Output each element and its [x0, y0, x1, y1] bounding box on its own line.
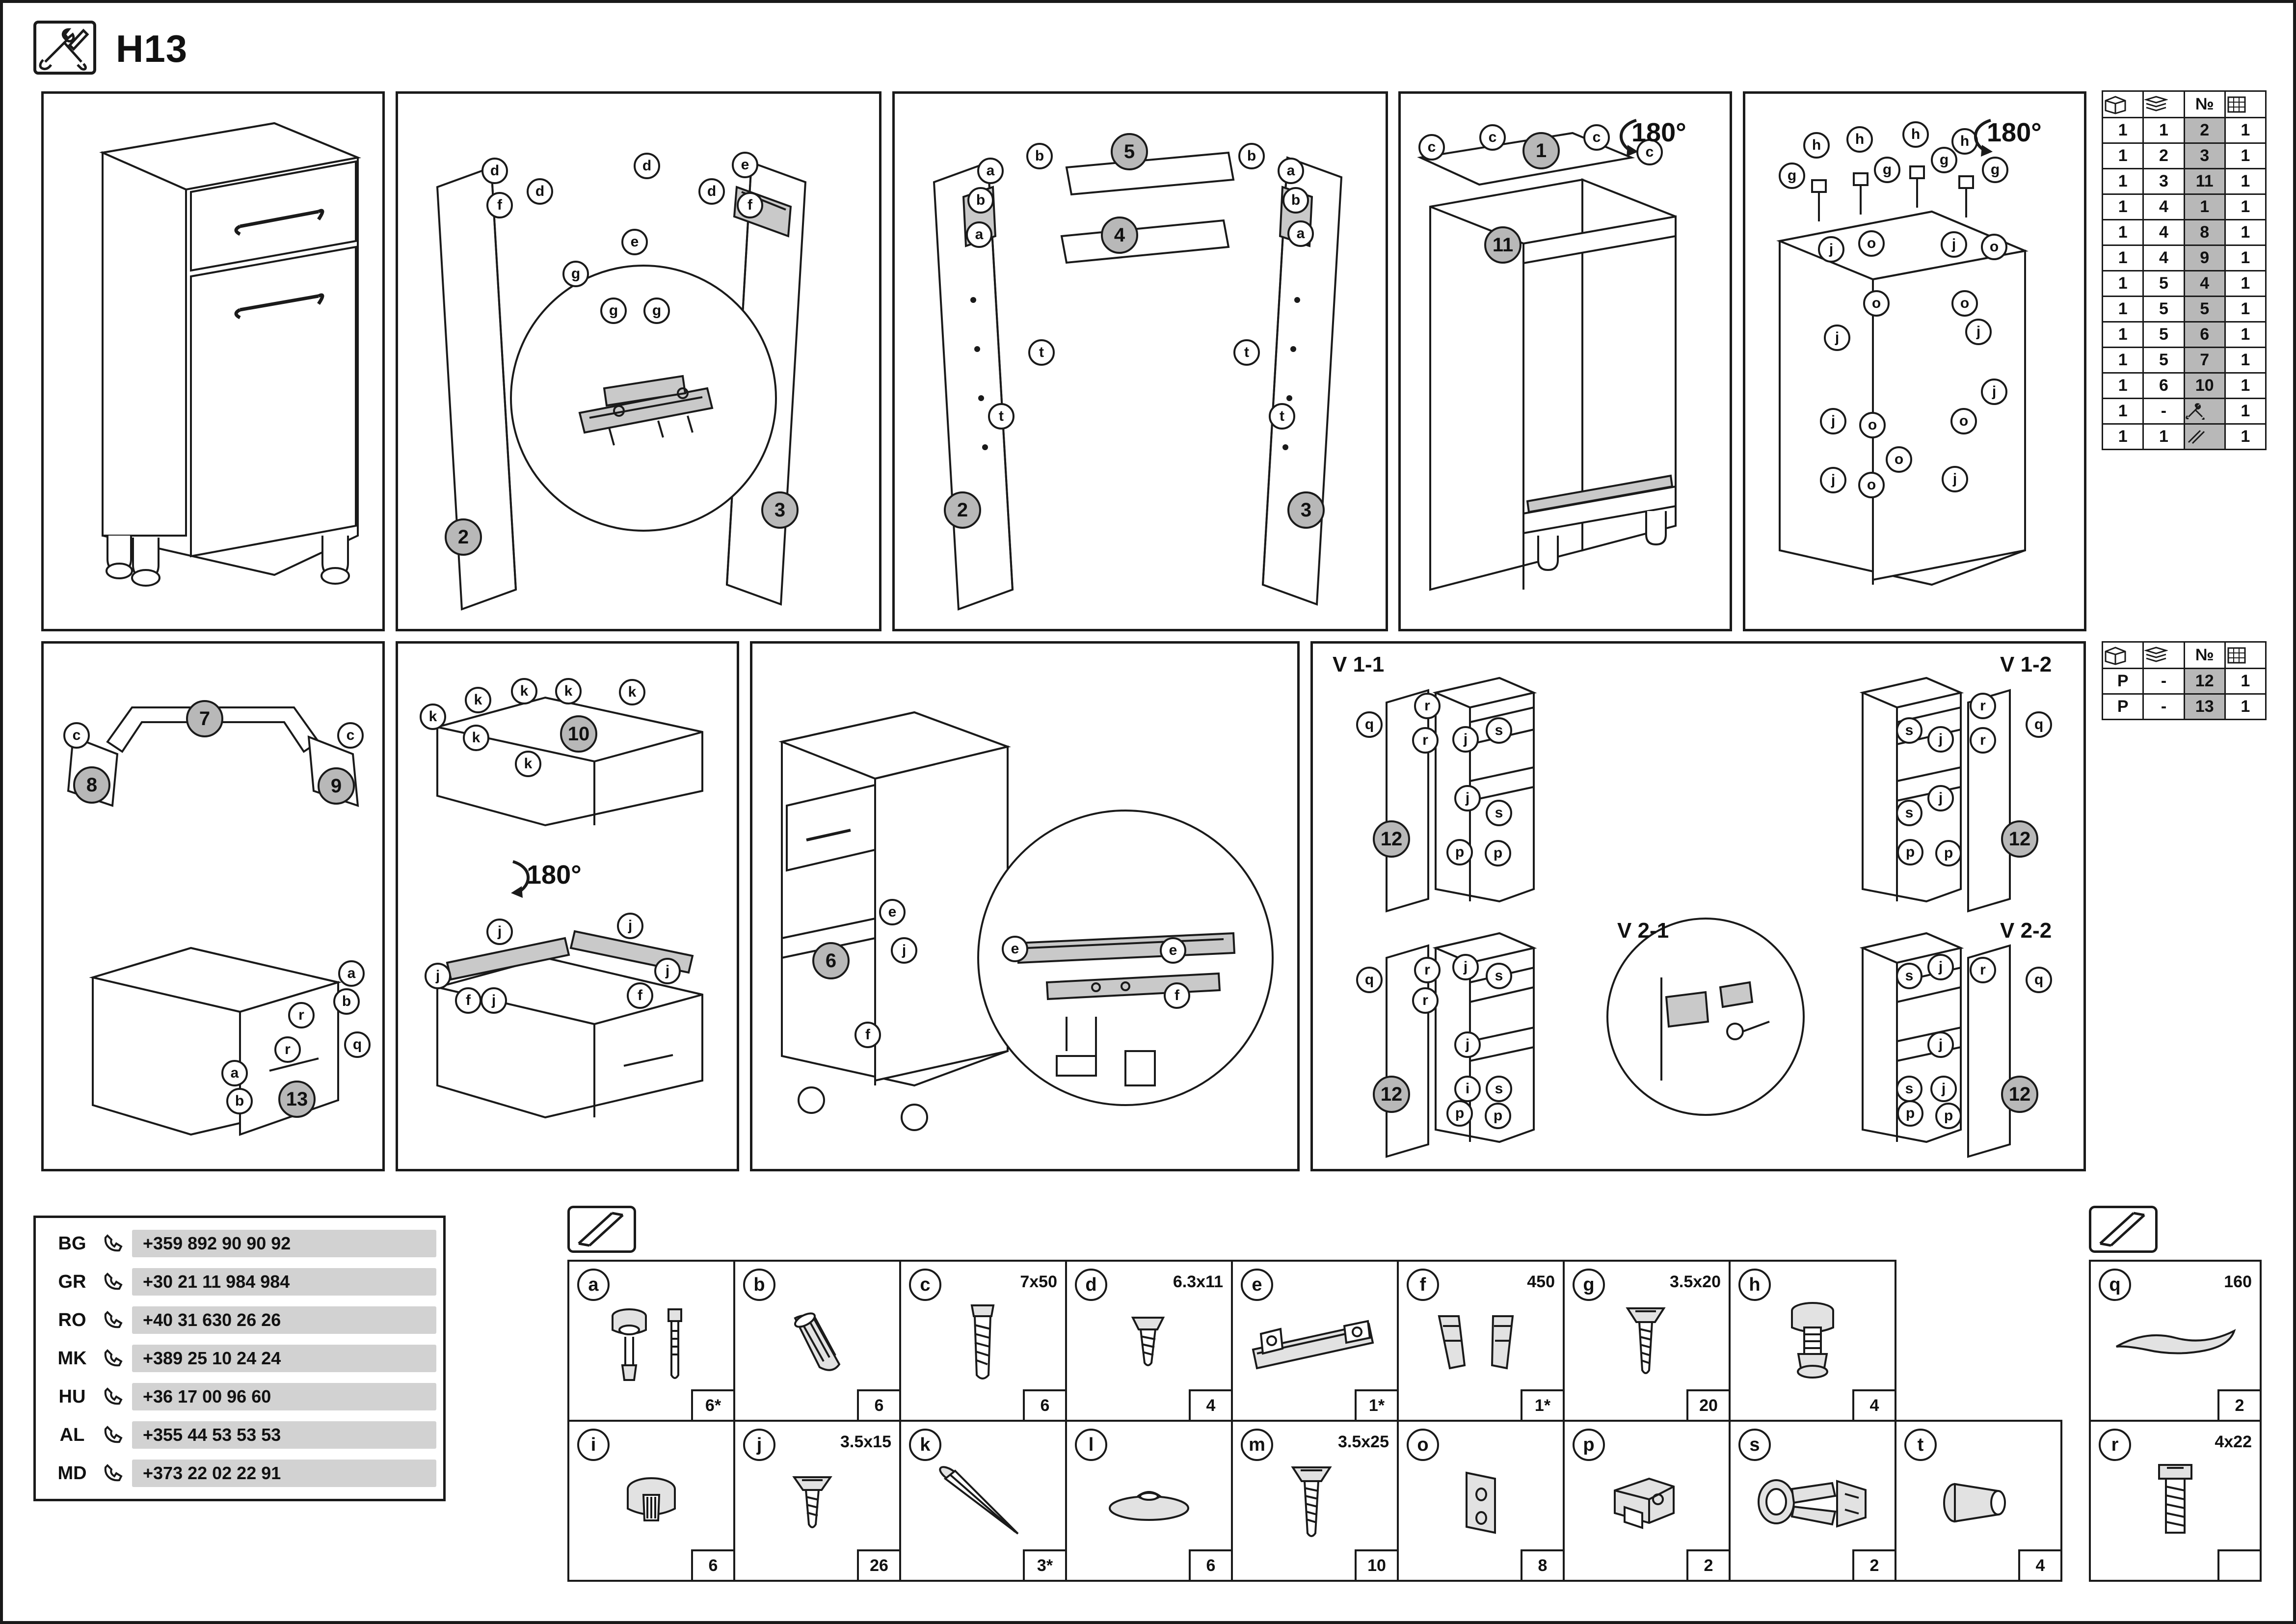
callout-f: f	[854, 1022, 881, 1048]
callout-b: b	[1282, 187, 1309, 214]
callout-h: h	[1803, 132, 1830, 159]
page-title: H13	[116, 27, 188, 70]
callout-d: d	[634, 153, 660, 179]
grid-icon-header	[2225, 91, 2266, 118]
callout-a: a	[977, 158, 1004, 184]
phone-number[interactable]: +40 31 630 26 26	[132, 1306, 436, 1334]
hardware-letter: i	[577, 1429, 610, 1461]
step-bubble-12: 12	[1373, 1076, 1410, 1113]
hardware-qty: 6	[1189, 1549, 1231, 1580]
callout-s: s	[1486, 963, 1512, 989]
support-phone-list	[33, 1216, 446, 1501]
callout-j: j	[1927, 785, 1954, 812]
phone-row	[43, 1264, 436, 1299]
corner-bracket-icon	[1399, 1456, 1563, 1550]
callout-j: j	[617, 913, 643, 939]
callout-k: k	[463, 725, 489, 751]
step-bubble-12: 12	[2001, 1076, 2038, 1113]
step-bubble-3: 3	[761, 491, 799, 529]
callout-c: c	[1479, 124, 1506, 151]
callout-o: o	[1859, 412, 1886, 438]
callout-r: r	[1412, 727, 1439, 754]
hardware-letter: k	[909, 1429, 941, 1461]
callout-k: k	[465, 687, 491, 713]
callout-j: j	[1965, 319, 1992, 345]
rotate-180-marker: 180°	[527, 860, 582, 890]
callout-j: j	[1820, 467, 1846, 493]
hardware-item-a	[567, 1260, 735, 1422]
callout-g: g	[1779, 162, 1805, 189]
hardware-qty: 20	[1686, 1389, 1729, 1420]
hardware-spec: 450	[1527, 1272, 1555, 1291]
hardware-spec: 7x50	[1020, 1272, 1057, 1291]
rails-tag-icon	[567, 1206, 636, 1253]
callout-t: t	[1269, 403, 1295, 430]
panel-step-7-8-9-plinth	[41, 641, 385, 1171]
country-code: MD	[57, 1462, 87, 1484]
hardware-item-o	[1397, 1420, 1565, 1582]
rotate-180-marker: 180°	[1987, 118, 2042, 147]
callout-p: p	[1935, 1103, 1962, 1129]
callout-r: r	[1414, 693, 1441, 719]
hardware-item-g	[1563, 1260, 1731, 1422]
callout-b: b	[967, 187, 994, 214]
callout-s: s	[1896, 963, 1922, 989]
hardware-item-b	[733, 1260, 901, 1422]
panel-step-1-11-carcass	[1398, 91, 1732, 631]
country-code: GR	[58, 1271, 86, 1292]
callout-s: s	[1486, 1076, 1512, 1102]
callout-a: a	[1278, 158, 1304, 184]
hardware-item-p	[1563, 1420, 1731, 1582]
callout-j: j	[1820, 408, 1846, 434]
callout-j: j	[1942, 466, 1968, 492]
hardware-qty: 6	[1023, 1389, 1065, 1420]
hardware-letter: j	[743, 1429, 775, 1461]
hardware-spec: 3.5x25	[1338, 1433, 1389, 1451]
callout-c: c	[1418, 134, 1445, 161]
hardware-qty	[2217, 1549, 2260, 1580]
hardware-item-q	[2089, 1260, 2262, 1422]
phone-number[interactable]: +389 25 10 24 24	[132, 1345, 436, 1372]
callout-h: h	[1951, 128, 1978, 155]
phone-icon	[102, 1463, 132, 1483]
number-header: №	[2184, 91, 2225, 118]
callout-c: c	[337, 722, 364, 749]
phone-number[interactable]: +355 44 53 53 53	[132, 1421, 436, 1449]
panel-door-variants	[1310, 641, 2086, 1171]
hardware-letter: p	[1573, 1429, 1605, 1461]
step-bubble-5: 5	[1111, 133, 1148, 170]
step-bubble-12: 12	[1373, 820, 1410, 858]
plastic-disc-icon	[1067, 1456, 1231, 1550]
callout-r: r	[288, 1002, 315, 1029]
short-screw-icon	[735, 1456, 899, 1550]
cover-cap-icon	[569, 1456, 733, 1550]
callout-r: r	[1412, 987, 1439, 1014]
callout-e: e	[621, 229, 648, 255]
hardware-qty: 6	[857, 1389, 899, 1420]
hardware-item-t	[1895, 1420, 2062, 1582]
hardware-spec: 6.3x11	[1173, 1272, 1223, 1291]
callout-f: f	[1164, 982, 1190, 1009]
callout-p: p	[1485, 840, 1511, 866]
phone-number[interactable]: +36 17 00 96 60	[132, 1383, 436, 1410]
phone-row	[43, 1417, 436, 1453]
hardware-spec: 4x22	[2215, 1433, 2252, 1451]
callout-a: a	[966, 221, 992, 248]
callout-o: o	[1863, 290, 1890, 317]
hardware-qty: 10	[1355, 1549, 1397, 1580]
callout-h: h	[1902, 121, 1929, 148]
callout-j: j	[1454, 785, 1481, 812]
drawer-slide-icon	[1233, 1296, 1397, 1390]
callout-b: b	[1238, 143, 1265, 169]
phone-icon	[102, 1310, 132, 1330]
hardware-qty: 6*	[691, 1389, 733, 1420]
euro-screw-icon	[1067, 1296, 1231, 1390]
hardware-qty: 1*	[1355, 1389, 1397, 1420]
callout-o: o	[1858, 230, 1885, 257]
step-bubble-13: 13	[278, 1081, 316, 1118]
callout-j: j	[1930, 1076, 1957, 1102]
callout-o: o	[1858, 472, 1885, 498]
phone-number[interactable]: +359 892 90 90 92	[132, 1230, 436, 1257]
country-code: RO	[58, 1309, 86, 1330]
callout-j: j	[1452, 726, 1479, 753]
callout-q: q	[344, 1031, 371, 1058]
callout-j: j	[1824, 325, 1850, 351]
callout-g: g	[1874, 157, 1900, 183]
hardware-item-k	[899, 1420, 1067, 1582]
callout-a: a	[221, 1060, 248, 1086]
grid-icon-header-2	[2225, 642, 2266, 669]
callout-j: j	[425, 963, 451, 989]
box-icon-header-2	[2103, 642, 2143, 669]
hardware-legend-handles	[2089, 1260, 2266, 1580]
callout-j: j	[1454, 1031, 1481, 1058]
step-bubble-4: 4	[1101, 217, 1138, 254]
hardware-item-h	[1729, 1260, 1896, 1422]
hardware-letter: m	[1241, 1429, 1273, 1461]
hardware-letter: l	[1075, 1429, 1107, 1461]
callout-k: k	[511, 678, 537, 704]
hardware-letter: h	[1738, 1269, 1771, 1301]
nail-icon	[901, 1456, 1065, 1550]
variant-label-v12: V 1-2	[2000, 652, 2052, 677]
hardware-letter: t	[1904, 1429, 1937, 1461]
number-header-2: №	[2184, 642, 2225, 669]
country-code: BG	[58, 1233, 86, 1254]
hinge-icon	[1731, 1456, 1895, 1550]
callout-r: r	[1414, 957, 1441, 983]
callout-b: b	[1026, 143, 1053, 169]
shelf-pin-icon	[1896, 1456, 2060, 1550]
hardware-item-s	[1729, 1420, 1896, 1582]
hardware-letter: o	[1407, 1429, 1439, 1461]
country-code: MK	[57, 1348, 87, 1369]
callout-k: k	[555, 678, 582, 704]
hardware-item-l	[1065, 1420, 1233, 1582]
callout-j: j	[1981, 379, 2007, 405]
country-code: HU	[58, 1386, 86, 1407]
callout-k: k	[515, 751, 541, 777]
callout-q: q	[2026, 967, 2052, 993]
hardware-qty: 4	[2018, 1549, 2060, 1580]
callout-c: c	[1583, 124, 1610, 151]
phone-icon	[102, 1349, 132, 1368]
callout-t: t	[1233, 339, 1260, 366]
callout-s: s	[1486, 717, 1512, 744]
callout-e: e	[1002, 936, 1028, 962]
hardware-qty: 2	[1686, 1549, 1729, 1580]
step-bubble-6: 6	[812, 942, 850, 979]
callout-c: c	[1636, 139, 1663, 165]
callout-p: p	[1446, 839, 1473, 866]
hardware-qty: 8	[1521, 1549, 1563, 1580]
variant-label-v11: V 1-1	[1333, 652, 1385, 677]
callout-j: j	[1927, 726, 1954, 753]
callout-j: j	[1941, 231, 1967, 258]
hardware-item-m	[1231, 1420, 1399, 1582]
phone-row	[43, 1341, 436, 1376]
callout-e: e	[1160, 937, 1186, 964]
phone-icon	[102, 1272, 132, 1292]
handle-icon	[2091, 1296, 2260, 1390]
callout-j: j	[891, 937, 917, 964]
hardware-letter: b	[743, 1269, 775, 1301]
hardware-letter: c	[909, 1269, 941, 1301]
callout-d: d	[527, 178, 553, 205]
callout-p: p	[1485, 1103, 1511, 1129]
hardware-item-i	[567, 1420, 735, 1582]
panel-step-2-3-slides	[396, 91, 881, 631]
handle-screw-icon	[2091, 1456, 2260, 1550]
adjustable-foot-icon	[1731, 1296, 1895, 1390]
phone-icon	[102, 1425, 132, 1445]
callout-g: g	[562, 261, 589, 287]
hardware-letter: q	[2099, 1269, 2131, 1301]
callout-r: r	[1970, 693, 1996, 719]
callout-r: r	[1970, 957, 1996, 983]
callout-e: e	[732, 152, 758, 178]
country-code: AL	[59, 1424, 85, 1445]
hardware-qty: 6	[691, 1549, 733, 1580]
callout-g: g	[643, 298, 670, 324]
step-bubble-9: 9	[318, 767, 355, 805]
hardware-letter: r	[2099, 1429, 2131, 1461]
long-screw-icon	[1233, 1456, 1397, 1550]
callout-s: s	[1486, 800, 1512, 826]
callout-p: p	[1897, 1100, 1923, 1127]
callout-d: d	[698, 178, 725, 205]
callout-d: d	[481, 158, 508, 184]
callout-t: t	[1028, 339, 1055, 366]
callout-g: g	[1931, 147, 1957, 173]
hardware-qty: 4	[1189, 1389, 1231, 1420]
hardware-letter: g	[1573, 1269, 1605, 1301]
callout-i: i	[1454, 1076, 1481, 1102]
phone-icon	[102, 1387, 132, 1407]
callout-b: b	[226, 1088, 253, 1114]
callout-a: a	[338, 960, 365, 987]
hardware-qty: 26	[857, 1549, 899, 1580]
rotate-180-marker: 180°	[1631, 118, 1686, 147]
variant-label-v22: V 2-2	[2000, 919, 2052, 943]
callout-s: s	[1896, 1076, 1922, 1102]
step-bubble-2: 2	[445, 518, 482, 556]
hardware-letter: s	[1738, 1429, 1771, 1461]
step-bubble-1: 1	[1522, 132, 1560, 169]
panel-step-2-3-rails	[892, 91, 1388, 631]
callout-g: g	[1982, 157, 2008, 183]
callout-j: j	[1927, 954, 1954, 980]
hardware-qty: 1*	[1521, 1389, 1563, 1420]
callout-s: s	[1896, 800, 1922, 826]
hardware-qty: 4	[1852, 1389, 1895, 1420]
callout-j: j	[486, 919, 513, 945]
phone-number[interactable]: +30 21 11 984 984	[132, 1268, 436, 1296]
hardware-qty: 3*	[1023, 1549, 1065, 1580]
callout-j: j	[654, 958, 681, 984]
phone-row	[43, 1226, 436, 1261]
hardware-item-d	[1065, 1260, 1233, 1422]
callout-q: q	[1356, 711, 1383, 738]
callout-p: p	[1446, 1100, 1473, 1127]
hardware-letter: d	[1075, 1269, 1107, 1301]
step-bubble-3: 3	[1287, 491, 1325, 529]
callout-t: t	[988, 403, 1015, 430]
callout-j: j	[481, 987, 507, 1014]
layers-icon-header	[2143, 91, 2184, 118]
panel-step-fittings	[1743, 91, 2086, 631]
callout-e: e	[879, 899, 906, 925]
callout-f: f	[627, 982, 653, 1009]
hardware-legend	[567, 1260, 2079, 1580]
callout-s: s	[1896, 717, 1922, 744]
box-icon-header	[2103, 91, 2143, 118]
slide-bracket-icon	[1399, 1296, 1563, 1390]
callout-p: p	[1935, 840, 1962, 866]
panel-finished-cabinet	[41, 91, 385, 631]
hardware-item-j	[733, 1420, 901, 1582]
rails-tag-icon-right	[2089, 1206, 2158, 1253]
phone-icon	[102, 1234, 132, 1253]
cam-lock-and-bolt-icon	[569, 1296, 733, 1390]
callout-b: b	[333, 988, 360, 1015]
hardware-letter: e	[1241, 1269, 1273, 1301]
flat-screw-icon	[1565, 1296, 1729, 1390]
callout-j: j	[1452, 954, 1479, 980]
hardware-spec: 3.5x20	[1670, 1272, 1721, 1291]
step-bubble-11: 11	[1484, 226, 1522, 264]
step-bubble-10: 10	[560, 715, 597, 753]
callout-o: o	[1886, 446, 1912, 473]
callout-f: f	[737, 192, 763, 218]
hardware-qty: 2	[2217, 1389, 2260, 1420]
phone-row	[43, 1302, 436, 1338]
callout-r: r	[274, 1036, 301, 1063]
callout-o: o	[1981, 234, 2007, 260]
callout-a: a	[1287, 220, 1314, 247]
callout-j: j	[1818, 236, 1844, 263]
wooden-dowel-icon	[735, 1296, 899, 1390]
phone-row	[43, 1456, 436, 1491]
callout-c: c	[63, 722, 90, 749]
hardware-spec: 160	[2224, 1272, 2252, 1291]
step-bubble-2: 2	[944, 491, 981, 529]
hardware-spec: 3.5x15	[840, 1433, 891, 1451]
hinge-plate-icon	[1565, 1456, 1729, 1550]
callout-p: p	[1897, 839, 1923, 866]
step-bubble-12: 12	[2001, 820, 2038, 858]
step-bubble-8: 8	[73, 766, 110, 804]
hardware-item-r	[2089, 1420, 2262, 1582]
phone-number[interactable]: +373 22 02 22 91	[132, 1460, 436, 1487]
callout-r: r	[1970, 727, 1996, 754]
callout-k: k	[420, 704, 446, 730]
callout-h: h	[1846, 126, 1873, 153]
variant-label-v21: V 2-1	[1617, 919, 1669, 943]
hardware-item-e	[1231, 1260, 1399, 1422]
panel-step-6-slide-detail	[750, 641, 1300, 1171]
callout-f: f	[455, 987, 481, 1014]
callout-q: q	[2026, 711, 2052, 738]
callout-f: f	[486, 192, 513, 218]
phone-row	[43, 1379, 436, 1414]
callout-o: o	[1950, 408, 1977, 434]
hardware-letter: f	[1407, 1269, 1439, 1301]
hardware-item-f	[1397, 1260, 1565, 1422]
hardware-qty: 2	[1852, 1549, 1895, 1580]
hardware-item-c	[899, 1260, 1067, 1422]
hardware-letter: a	[577, 1269, 610, 1301]
callout-k: k	[619, 679, 645, 705]
panel-step-10-drawer	[396, 641, 739, 1171]
callout-g: g	[600, 298, 627, 324]
callout-j: j	[1927, 1031, 1954, 1058]
callout-q: q	[1356, 967, 1383, 993]
dowel-screw-icon	[901, 1296, 1065, 1390]
step-bubble-7: 7	[186, 700, 223, 737]
callout-o: o	[1951, 290, 1978, 317]
layers-icon-header-2	[2143, 642, 2184, 669]
instruction-sheet: H13 d d f d e d f e g g g 2 3 b a b a b a b a t t t t 5 4 2 3 c c c c 1 11 180° h h h h g g g g j o j o o o j j j j o o j o j o 180° № 1 1 2 1 1 2 3 1 1 3 11 1 1 4 1 1 1 4 8 1 1 4 9 1 1 5 4 1 1 5 5 1 1 5 6 1 1 5 7 1 1 6 10 1 1 - 1 1 1 1 № P - 12 1 P - 13 1 c c 7 8 9 a b a b r r q 13 k k k k k k k 10 j j j j j f f 180° e j 6 e e f f V 1-1 V 1-2 V 2-1 V 2-2 q r r j s j s p p 12 s j r r q s j p p 12 q j s r r j i s p p 12 j s r q j s j p p 12 BG +359 892 90 90 92 GR +30 21 11 984 984 RO +40 31 630 26 26 MK +389 25 10 24 24 HU +36 17 00 96 60 AL +355 44 53 53 53 MD +373 22 02 22 91 a 6* b 6 c 7x50 6 d 6.3x11 4 e 1* f 450 1* g 3.5x20 20 h 4 i 6 j 3.5x15 26 k 3* l 6 m 3.5x25 10 o 8 p 2 s 2 t 4 q 160 2 r 4x22	[0, 0, 2296, 1624]
tools-icon	[33, 21, 96, 75]
